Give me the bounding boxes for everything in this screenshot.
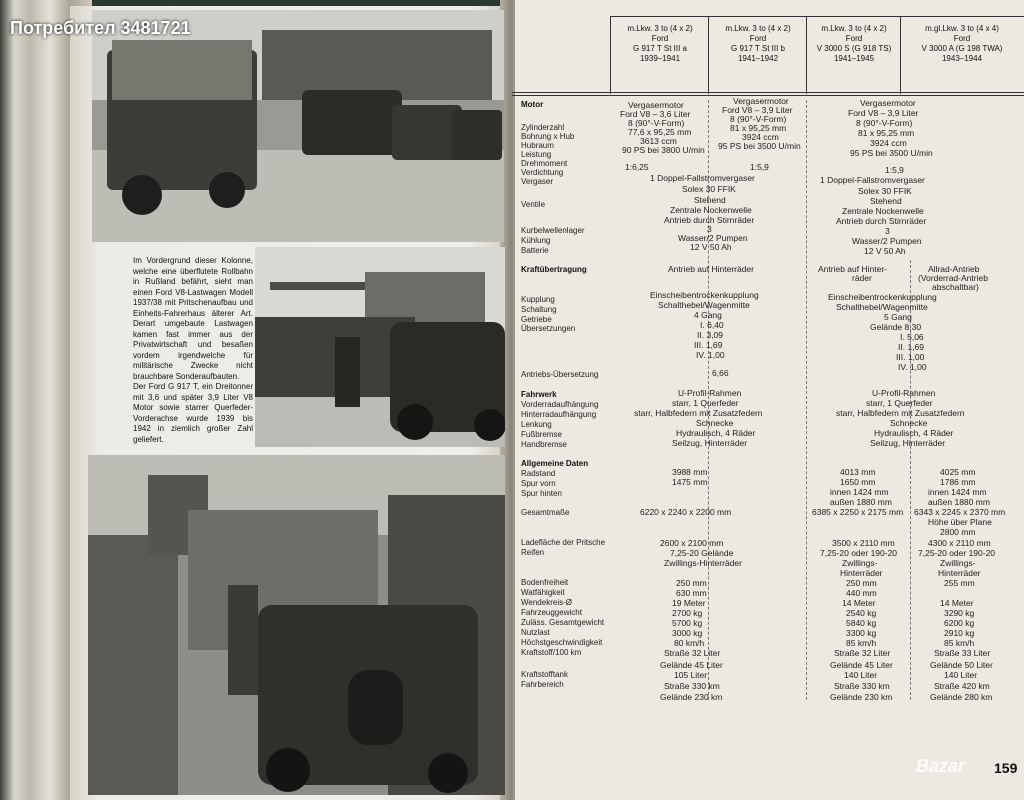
value-motor-36: Ford V8 – 3,6 Liter [620,109,691,119]
value-leistung-1: 90 PS bei 3800 U/min [622,145,705,155]
value-hoehe-4: Höhe über Plane [928,517,992,527]
value-fzg-4: 3290 kg [944,608,975,618]
label-motor: Motor [521,100,544,109]
value-gang-4-3 [896,352,924,362]
value-gesamt-3: 6385 x 2250 x 2175 mm [812,507,904,517]
value-lade-4: 4300 x 2110 mm [928,538,991,548]
value-antrieb-4a: Allrad-Antrieb [928,264,980,274]
value-schaltung: Schalthebel/Wagenmitte [658,300,750,310]
value-verbrauch-4a: Straße 33 Liter [934,648,991,658]
header-type: m.Lkw. 3 to (4 x 2) [725,24,791,33]
value-verbrauch-1b: Gelände 45 Liter [660,660,723,670]
value-tank-3: 140 Liter [844,670,878,680]
header-model: G 917 T St III a [633,44,687,53]
value-motor-39: Ford V8 – 3,9 Liter [722,105,793,115]
value-leistung-3: 95 PS bei 3500 U/min [850,148,933,158]
gear-label: IV. [898,362,908,372]
label-kuehlung: Kühlung [521,236,551,245]
value-gang-4 [696,350,725,360]
value-kupplung-3: Einscheibentrockenkupplung [828,292,937,302]
value-kurbel-2: 3 [885,226,890,236]
value-verbrauch-3a: Straße 32 Liter [834,648,891,658]
label-zylinder: Zylinderzahl [521,123,565,132]
label-radstand: Radstand [521,469,556,478]
value-spur-h2-4: außen 1880 mm [928,497,990,507]
value-reifen-1a: 7,25-20 Gelände [670,548,734,558]
value-reifen-1b: Zwillings-Hinterräder [664,558,742,568]
col-divider [610,16,611,94]
value-vorderrad: starr, 1 Querfeder [672,398,739,408]
value-vergaser-3: 1 Doppel-Fallstromvergaser [820,175,925,185]
header-col-1 [612,24,708,64]
value-bohrung-3: 81 x 95,25 mm [858,128,915,138]
gear-value: 3,09 [706,330,724,340]
gear-label: I. [900,332,905,342]
label-leistung: Leistung [521,150,552,159]
label-handbremse: Handbremse [521,440,567,449]
value-kupplung: Einscheibentrockenkupplung [650,290,759,300]
value-lenkung: Schnecke [696,418,734,428]
value-reifen-3a: 7,25-20 oder 190-20 [820,548,898,558]
value-wende-3: 14 Meter [842,598,876,608]
value-fahrbereich-3a: Straße 330 km [834,681,890,691]
label-lenkung: Lenkung [521,420,552,429]
gear-value: 5,06 [907,332,924,342]
value-verdichtung-1: 1:6,25 [625,162,649,172]
value-hubraum-2: 3924 ccm [742,132,779,142]
header-make: Ford [651,34,669,43]
value-ventile-1: Stehend [694,195,726,205]
value-wende-4: 14 Meter [940,598,974,608]
value-reifen-4a: 7,25-20 oder 190-20 [918,548,996,558]
value-fussbremse-3: Hydraulisch, 4 Räder [874,428,954,438]
value-lade-3: 3500 x 2110 mm [832,538,895,548]
label-ventile: Ventile [521,200,546,209]
value-antrieb-3b: räder [852,273,872,283]
value-verdichtung-2: 1:5,9 [750,162,769,172]
label-allgemeine-daten: Allgemeine Daten [521,459,589,468]
value-ventile-6: Antrieb durch Stirnräder [836,216,927,226]
label-gesamtgewicht: Zuläss. Gesamtgewicht [521,618,605,627]
value-vorderrad-3: starr, 1 Querfeder [866,398,933,408]
label-gesamtmasse: Gesamtmaße [521,508,570,517]
value-ventile-2: Zentrale Nockenwelle [670,205,752,215]
value-fahrbereich-3b: Gelände 230 km [830,692,893,702]
label-spur-vorn: Spur vorn [521,479,556,488]
header-type: m.gl.Lkw. 3 to (4 x 4) [925,24,999,33]
value-nutz-3: 3300 kg [846,628,877,638]
value-vergaser-1: 1 Doppel-Fallstromvergaser [650,173,755,183]
value-boden-4: 255 mm [944,578,975,588]
value-hoech-3: 85 km/h [846,638,877,648]
value-kuehlung: Wasser/2 Pumpen [678,233,748,243]
value-reifen-4b: Zwillings- [940,558,976,568]
label-kraftstofftank: Kraftstofftank [521,670,568,679]
value-rahmen-3: U-Profil-Rahmen [872,388,936,398]
gear-value: 1,00 [708,350,725,360]
label-vorderrad: Vorderradaufhängung [521,400,599,409]
label-fahrzeuggewicht: Fahrzeuggewicht [521,608,582,617]
value-reifen-4c: Hinterräder [938,568,981,578]
value-hinterrad: starr, Halbfedern mit Zusatzfedern [634,408,763,418]
gear-label: III. [694,340,704,350]
label-ladeflaeche: Ladefläche der Pritsche [521,538,606,547]
label-kraftuebertragung: Kraftübertragung [521,265,587,274]
header-years: 1941–1945 [833,54,875,63]
value-rahmen: U-Profil-Rahmen [678,388,742,398]
photo-ford-g917t [255,247,505,447]
value-bohrung-1: 77,6 x 95,25 mm [628,127,692,137]
value-zul-3: 5840 kg [846,618,877,628]
label-nutzlast: Nutzlast [521,628,550,637]
value-ventile-4: Stehend [870,196,902,206]
value-spur-h-3: innen 1424 mm [830,487,889,497]
value-spur-h-4: innen 1424 mm [928,487,987,497]
gear-label: IV. [696,350,706,360]
value-wende-1: 19 Meter [672,598,706,608]
header-years: 1941–1942 [737,54,779,63]
value-fzg-1: 2700 kg [672,608,703,618]
header-make: Ford [749,34,767,43]
page-number: 159 [994,760,1018,776]
value-fzg-3: 2540 kg [846,608,877,618]
label-getriebe: Getriebe [521,315,552,324]
value-verbrauch-4b: Gelände 50 Liter [930,660,993,670]
gear-label: II. [697,330,705,340]
value-hubraum-3: 3924 ccm [870,138,907,148]
label-hoechstgeschwindigkeit: Höchstgeschwindigkeit [521,638,603,647]
photo-flooded-road-convoy [92,10,504,242]
header-years: 1943–1944 [941,54,983,63]
value-kurbel: 3 [707,224,712,234]
value-spur-v-4: 1786 mm [940,477,976,487]
value-zylinder-3: 8 (90°-V-Form) [856,118,913,128]
header-bottom-rule [512,92,1024,93]
label-fussbremse: Fußbremse [521,430,562,439]
value-watt-3: 440 mm [846,588,877,598]
label-antriebs-uebersetzung: Antriebs-Übersetzung [521,370,599,379]
value-getriebe: 4 Gang [694,310,722,320]
value-gesamt-1: 6220 x 2240 x 2200 mm [640,507,732,517]
value-motor-3: Vergasermotor [860,98,916,108]
header-model: V 3000 S (G 918 TS) [816,44,892,53]
value-motor-2: Vergasermotor [733,96,789,106]
value-gang-1 [700,320,724,330]
header-col-3 [808,24,900,64]
header-years: 1939–1941 [639,54,681,63]
value-schaltung-3: Schalthebel/Wagenmitte [836,302,928,312]
value-hubraum-1: 3613 ccm [640,136,677,146]
header-type: m.Lkw. 3 to (4 x 2) [627,24,693,33]
value-fahrbereich-1a: Straße 330 km [664,681,720,691]
value-kuehlung-2: Wasser/2 Pumpen [852,236,922,246]
value-fahrbereich-4b: Gelände 280 km [930,692,993,702]
value-handbremse-3: Seilzug, Hinterräder [870,438,946,448]
label-wendekreis: Wendekreis-Ø [521,598,572,607]
value-handbremse: Seilzug, Hinterräder [672,438,748,448]
value-zul-1: 5700 kg [672,618,703,628]
label-drehmoment: Drehmoment [521,159,568,168]
gear-label: III. [896,352,906,362]
label-kurbel: Kurbelwellenlager [521,226,585,235]
value-nutz-1: 3000 kg [672,628,703,638]
value-boden-3: 250 mm [846,578,877,588]
label-bohrung: Bohrung x Hub [521,132,575,141]
value-bohrung-2: 81 x 95,25 mm [730,123,787,133]
value-gang-4-1 [900,332,924,342]
value-lenkung-3: Schnecke [890,418,928,428]
brand-watermark: Bazar [916,756,966,776]
header-make: Ford [845,34,863,43]
value-ventile-3: Antrieb durch Stirnräder [664,215,755,225]
value-motor: Vergasermotor [628,100,684,110]
header-col-4 [902,24,1022,64]
gear-value: 6,40 [707,320,724,330]
value-tank-4: 140 Liter [944,670,978,680]
label-batterie: Batterie [521,246,549,255]
value-getriebe-4: 5 Gang [884,312,912,322]
value-antrieb-3a: Antrieb auf Hinter- [818,264,887,274]
value-radstand-3: 4013 mm [840,467,876,477]
value-radstand-4: 4025 mm [940,467,976,477]
value-spur-v-3: 1650 mm [840,477,876,487]
header-col-2 [710,24,806,64]
value-leistung-2: 95 PS bei 3500 U/min [718,141,801,151]
label-verdichtung: Verdichtung [521,168,564,177]
value-gang-3 [694,340,722,350]
value-boden-1: 250 mm [676,578,707,588]
value-watt-1: 630 mm [676,588,707,598]
value-fahrbereich-4a: Straße 420 km [934,681,990,691]
photo-caption-2: Der Ford G 917 T, ein Dreitonner mit 3,6 und später 3,9 Liter V8 Motor sowie starrer Querfeder-Vorderachse wurde 1939 bis 1942 in ziemlich großer Zahl geliefert. [133,382,253,444]
value-spur-h2-3: außen 1880 mm [830,497,892,507]
value-hoech-4: 85 km/h [944,638,975,648]
col-divider [806,100,807,700]
value-reifen-3b: Zwillings- [842,558,878,568]
value-antrieb-4b: (Vorderrad-Antrieb [918,273,988,283]
value-batterie: 12 V 50 Ah [690,242,732,252]
value-nutz-4: 2910 kg [944,628,975,638]
col-divider [806,16,807,94]
value-ventile-5: Zentrale Nockenwelle [842,206,924,216]
value-reifen-3c: Hinterräder [840,568,883,578]
col-divider [708,16,709,94]
value-verbrauch-1a: Straße 32 Liter [664,648,721,658]
label-reifen: Reifen [521,548,545,557]
value-antrieb: Antrieb auf Hinterräder [668,264,754,274]
value-verbrauch-3b: Gelände 45 Liter [830,660,893,670]
label-vergaser: Vergaser [521,177,554,186]
gear-value: 1,69 [907,342,925,352]
value-spur-1: 1475 mm [672,477,708,487]
gear-value: 1,00 [910,362,927,372]
user-watermark: Потребител 3481721 [10,18,191,38]
value-gang-2 [697,330,723,340]
header-make: Ford [953,34,971,43]
value-fahrbereich-1b: Gelände 230 km [660,692,723,702]
value-hoech-1: 80 km/h [674,638,705,648]
value-tank-1: 105 Liter [674,670,708,680]
gear-label: I. [700,320,705,330]
value-vergaser-2: Solex 30 FFIK [682,184,736,194]
table-top-rule [610,16,1024,17]
label-schaltung: Schaltung [521,305,557,314]
value-zylinder-2: 8 (90°-V-Form) [730,114,787,124]
value-gang-4-4 [898,362,927,372]
label-watfaehigkeit: Watfähigkeit [521,588,565,597]
gear-value: 1,00 [907,352,925,362]
photo-caption-1: Im Vordergrund dieser Kolonne, welche eine überflutete Rollbahn in Rußland befährt, sieht man einen Ford V8-Lastwagen Modell 1937/38 mit Pritschenaufbau und Einheits-Fahrerhaus älterer Art. Derart umgebaute Lastwagen kamen fast immer aus der Privatwirtschaft und besaßen vordem irgendwelche für militärische Zwecke nicht brauchbare Sonderaufbauten. [133,256,253,381]
value-hinterrad-3: starr, Halbfedern mit Zusatzfedern [836,408,965,418]
value-zul-4: 6200 kg [944,618,975,628]
value-gang-4-2 [898,342,924,352]
label-uebersetzungen: Übersetzungen [521,324,576,333]
header-type: m.Lkw. 3 to (4 x 2) [821,24,887,33]
gear-label: II. [898,342,906,352]
value-hoehe2-4: 2800 mm [940,527,976,537]
label-kraftstoffverbrauch: Kraftstoff/100 km [521,648,582,657]
value-verdichtung-3: 1:5,9 [885,165,904,175]
header-model: G 917 T St III b [731,44,785,53]
label-spur-hinten: Spur hinten [521,489,562,498]
value-fussbremse: Hydraulisch, 4 Räder [676,428,756,438]
label-fahrbereich: Fahrbereich [521,680,564,689]
col-divider [900,16,901,94]
gear-value: 1,69 [705,340,723,350]
label-kupplung: Kupplung [521,295,555,304]
value-gelaende-4: Gelände 8,30 [870,322,922,332]
label-fahrwerk: Fahrwerk [521,390,557,399]
value-zylinder: 8 (90°-V-Form) [628,118,685,128]
value-gesamt-4: 6343 x 2245 x 2370 mm [914,507,1006,517]
value-antrieb-4c: abschaltbar) [932,282,979,292]
value-batterie-2: 12 V 50 Ah [864,246,906,256]
value-radstand-1: 3988 mm [672,467,708,477]
value-motor-3-39: Ford V8 – 3,9 Liter [848,108,919,118]
label-hubraum: Hubraum [521,141,554,150]
label-hinterrad: Hinterradaufhängung [521,410,597,419]
photo-convoy-forest [88,455,505,795]
value-lade-1: 2600 x 2100 mm [660,538,724,548]
value-antriebs-uebersetzung: 6,66 [712,368,729,378]
label-bodenfreiheit: Bodenfreiheit [521,578,569,587]
value-vergaser-4: Solex 30 FFIK [858,186,912,196]
header-model: V 3000 A (G 198 TWA) [921,44,1003,53]
